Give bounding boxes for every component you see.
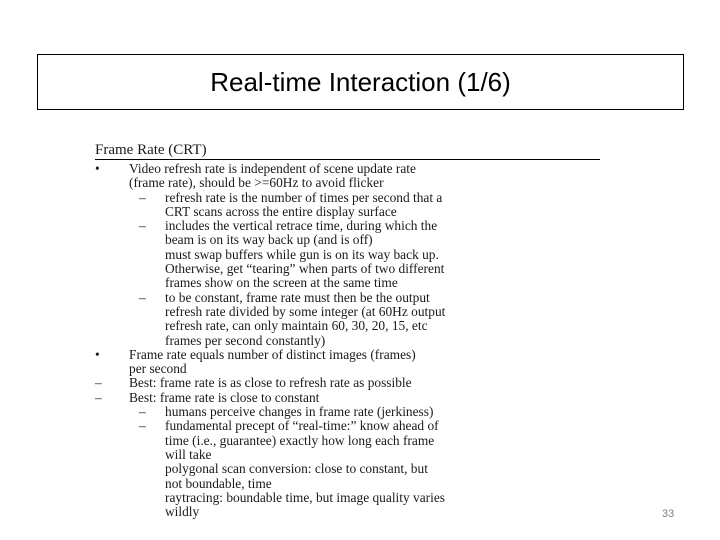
sub-bullet-item <box>95 291 605 305</box>
line-text: refresh rate divided by some integer (at 60Hz output <box>165 303 446 319</box>
line-text: per second <box>129 361 187 377</box>
dash-marker: – <box>139 189 146 205</box>
line-text: refresh rate is the number of times per second that a <box>165 189 443 205</box>
line-text: wildly <box>165 504 200 520</box>
line-text: time (i.e., guarantee) exactly how long each frame <box>165 432 435 448</box>
page-number: 33 <box>662 508 675 520</box>
line-text: Video refresh rate is independent of scene update rate <box>129 161 416 176</box>
bullet-item <box>95 376 605 390</box>
dash-marker: – <box>139 404 146 420</box>
bullet-continuation <box>95 176 605 190</box>
line-text: must swap buffers while gun is on its way back up. <box>165 246 439 262</box>
sub-bullet-continuation <box>95 262 605 276</box>
line-text: Best: frame rate is close to constant <box>129 389 320 405</box>
bullet-marker: • <box>95 161 100 176</box>
sub-bullet-continuation <box>95 505 605 519</box>
line-text: humans perceive changes in frame rate (jerkiness) <box>165 404 434 420</box>
line-text: raytracing: boundable time, but image quality varies <box>165 489 446 505</box>
line-text: fundamental precept of “real-time:” know ahead of <box>165 418 439 434</box>
bullet-item <box>95 348 605 362</box>
sub-bullet-continuation <box>95 462 605 476</box>
line-text: Otherwise, get “tearing” when parts of two different <box>165 261 445 277</box>
sub-bullet-continuation <box>95 319 605 333</box>
line-text: frames show on the screen at the same time <box>165 275 398 291</box>
bullet-marker: – <box>95 389 102 405</box>
bullet-marker: – <box>95 375 102 391</box>
dash-marker: – <box>139 418 146 434</box>
dash-marker: – <box>139 289 146 305</box>
sub-bullet-continuation <box>95 491 605 505</box>
sub-bullet-continuation <box>95 205 605 219</box>
sub-bullet-continuation <box>95 334 605 348</box>
line-text: to be constant, frame rate must then be the output <box>165 289 430 305</box>
sub-bullet-continuation <box>95 434 605 448</box>
dash-marker: – <box>139 218 146 234</box>
sub-bullet-continuation <box>95 305 605 319</box>
sub-bullet-continuation <box>95 477 605 491</box>
line-text: includes the vertical retrace time, during which the <box>165 218 438 234</box>
line-text: frames per second constantly) <box>165 332 326 348</box>
line-text: Best: frame rate is as close to refresh rate as possible <box>129 375 412 391</box>
sub-bullet-item <box>95 419 605 433</box>
line-text: (frame rate), should be >=60Hz to avoid flicker <box>129 175 384 191</box>
bullet-item <box>95 162 605 176</box>
sub-bullet-continuation <box>95 248 605 262</box>
sub-bullet-item <box>95 191 605 205</box>
line-text: polygonal scan conversion: close to constant, but <box>165 461 428 477</box>
sub-bullet-item <box>95 405 605 419</box>
section-heading: Frame Rate (CRT) <box>95 142 600 160</box>
bullet-continuation <box>95 362 605 376</box>
line-text: will take <box>165 446 212 462</box>
sub-bullet-item <box>95 219 605 233</box>
line-text: CRT scans across the entire display surface <box>165 203 397 219</box>
line-text: refresh rate, can only maintain 60, 30, 20, 15, etc <box>165 318 428 334</box>
line-text: Frame rate equals number of distinct images (frames) <box>129 346 416 362</box>
line-text: beam is on its way back up (and is off) <box>165 232 373 248</box>
sub-bullet-continuation <box>95 276 605 290</box>
bullet-marker: • <box>95 346 100 362</box>
slide-title: Real-time Interaction (1/6) <box>210 66 511 97</box>
sub-bullet-continuation <box>95 233 605 247</box>
title-box <box>37 54 684 110</box>
sub-bullet-continuation <box>95 448 605 462</box>
bullet-item <box>95 391 605 405</box>
line-text: not boundable, time <box>165 475 272 491</box>
slide-content <box>95 142 605 519</box>
